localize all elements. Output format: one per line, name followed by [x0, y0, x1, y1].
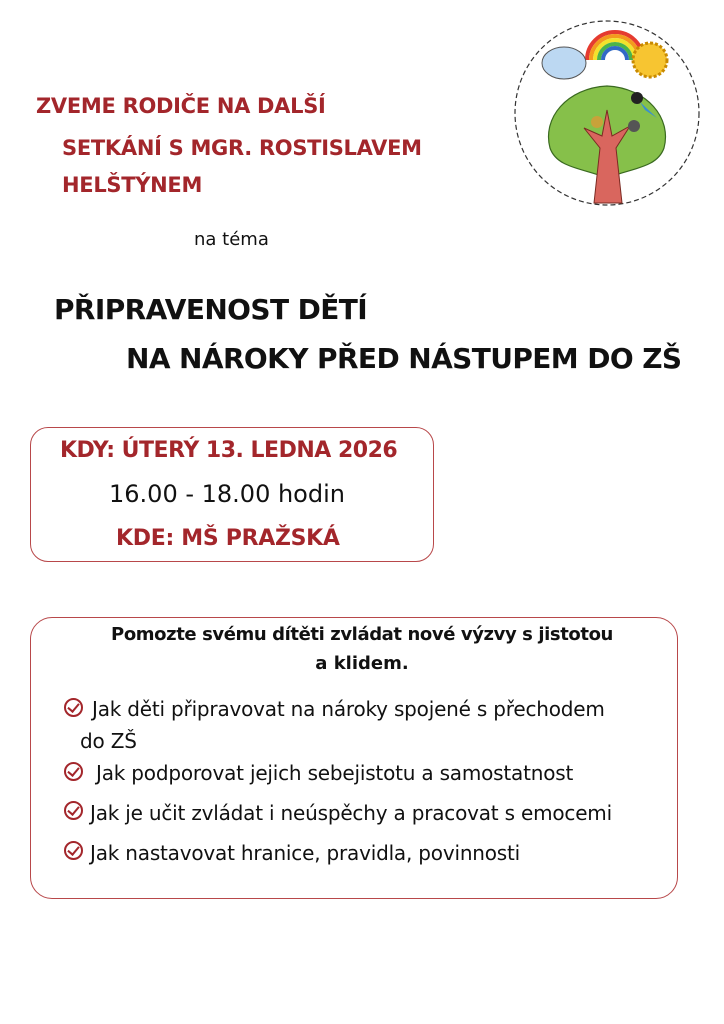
school-logo: [512, 18, 702, 208]
event-time: 16.00 - 18.00 hodin: [109, 480, 345, 508]
list-item-3: Jak je učit zvládat i neúspěchy a pracovat s emocemi: [90, 801, 612, 825]
invite-line-3: HELŠTÝNEM: [62, 173, 203, 197]
event-location: KDE: MŠ PRAŽSKÁ: [116, 526, 340, 551]
check-circle-icon: [64, 698, 83, 717]
subtitle: na téma: [194, 229, 269, 250]
intro-line-2: a klidem.: [315, 653, 409, 674]
intro-line-1: Pomozte svému dítěti zvládat nové výzvy s jistotou: [111, 624, 613, 645]
list-item-1-line-2: do ZŠ: [80, 729, 137, 753]
topic-line-2: NA NÁROKY PŘED NÁSTUPEM DO ZŠ: [126, 342, 682, 375]
check-circle-icon: [64, 801, 83, 820]
list-item-1-line-1: Jak děti připravovat na nároky spojené s přechodem: [92, 697, 605, 721]
list-item-4: Jak nastavovat hranice, pravidla, povinnosti: [90, 841, 521, 865]
invite-line-2: SETKÁNÍ S MGR. ROSTISLAVEM: [62, 136, 422, 160]
event-date: KDY: ÚTERÝ 13. LEDNA 2026: [60, 438, 398, 463]
topic-line-1: PŘIPRAVENOST DĚTÍ: [54, 293, 368, 326]
check-circle-icon: [64, 841, 83, 860]
check-circle-icon: [64, 762, 83, 781]
list-item-2: Jak podporovat jejich sebejistotu a samostatnost: [96, 761, 574, 785]
invite-line-1: ZVEME RODIČE NA DALŠÍ: [36, 94, 326, 118]
